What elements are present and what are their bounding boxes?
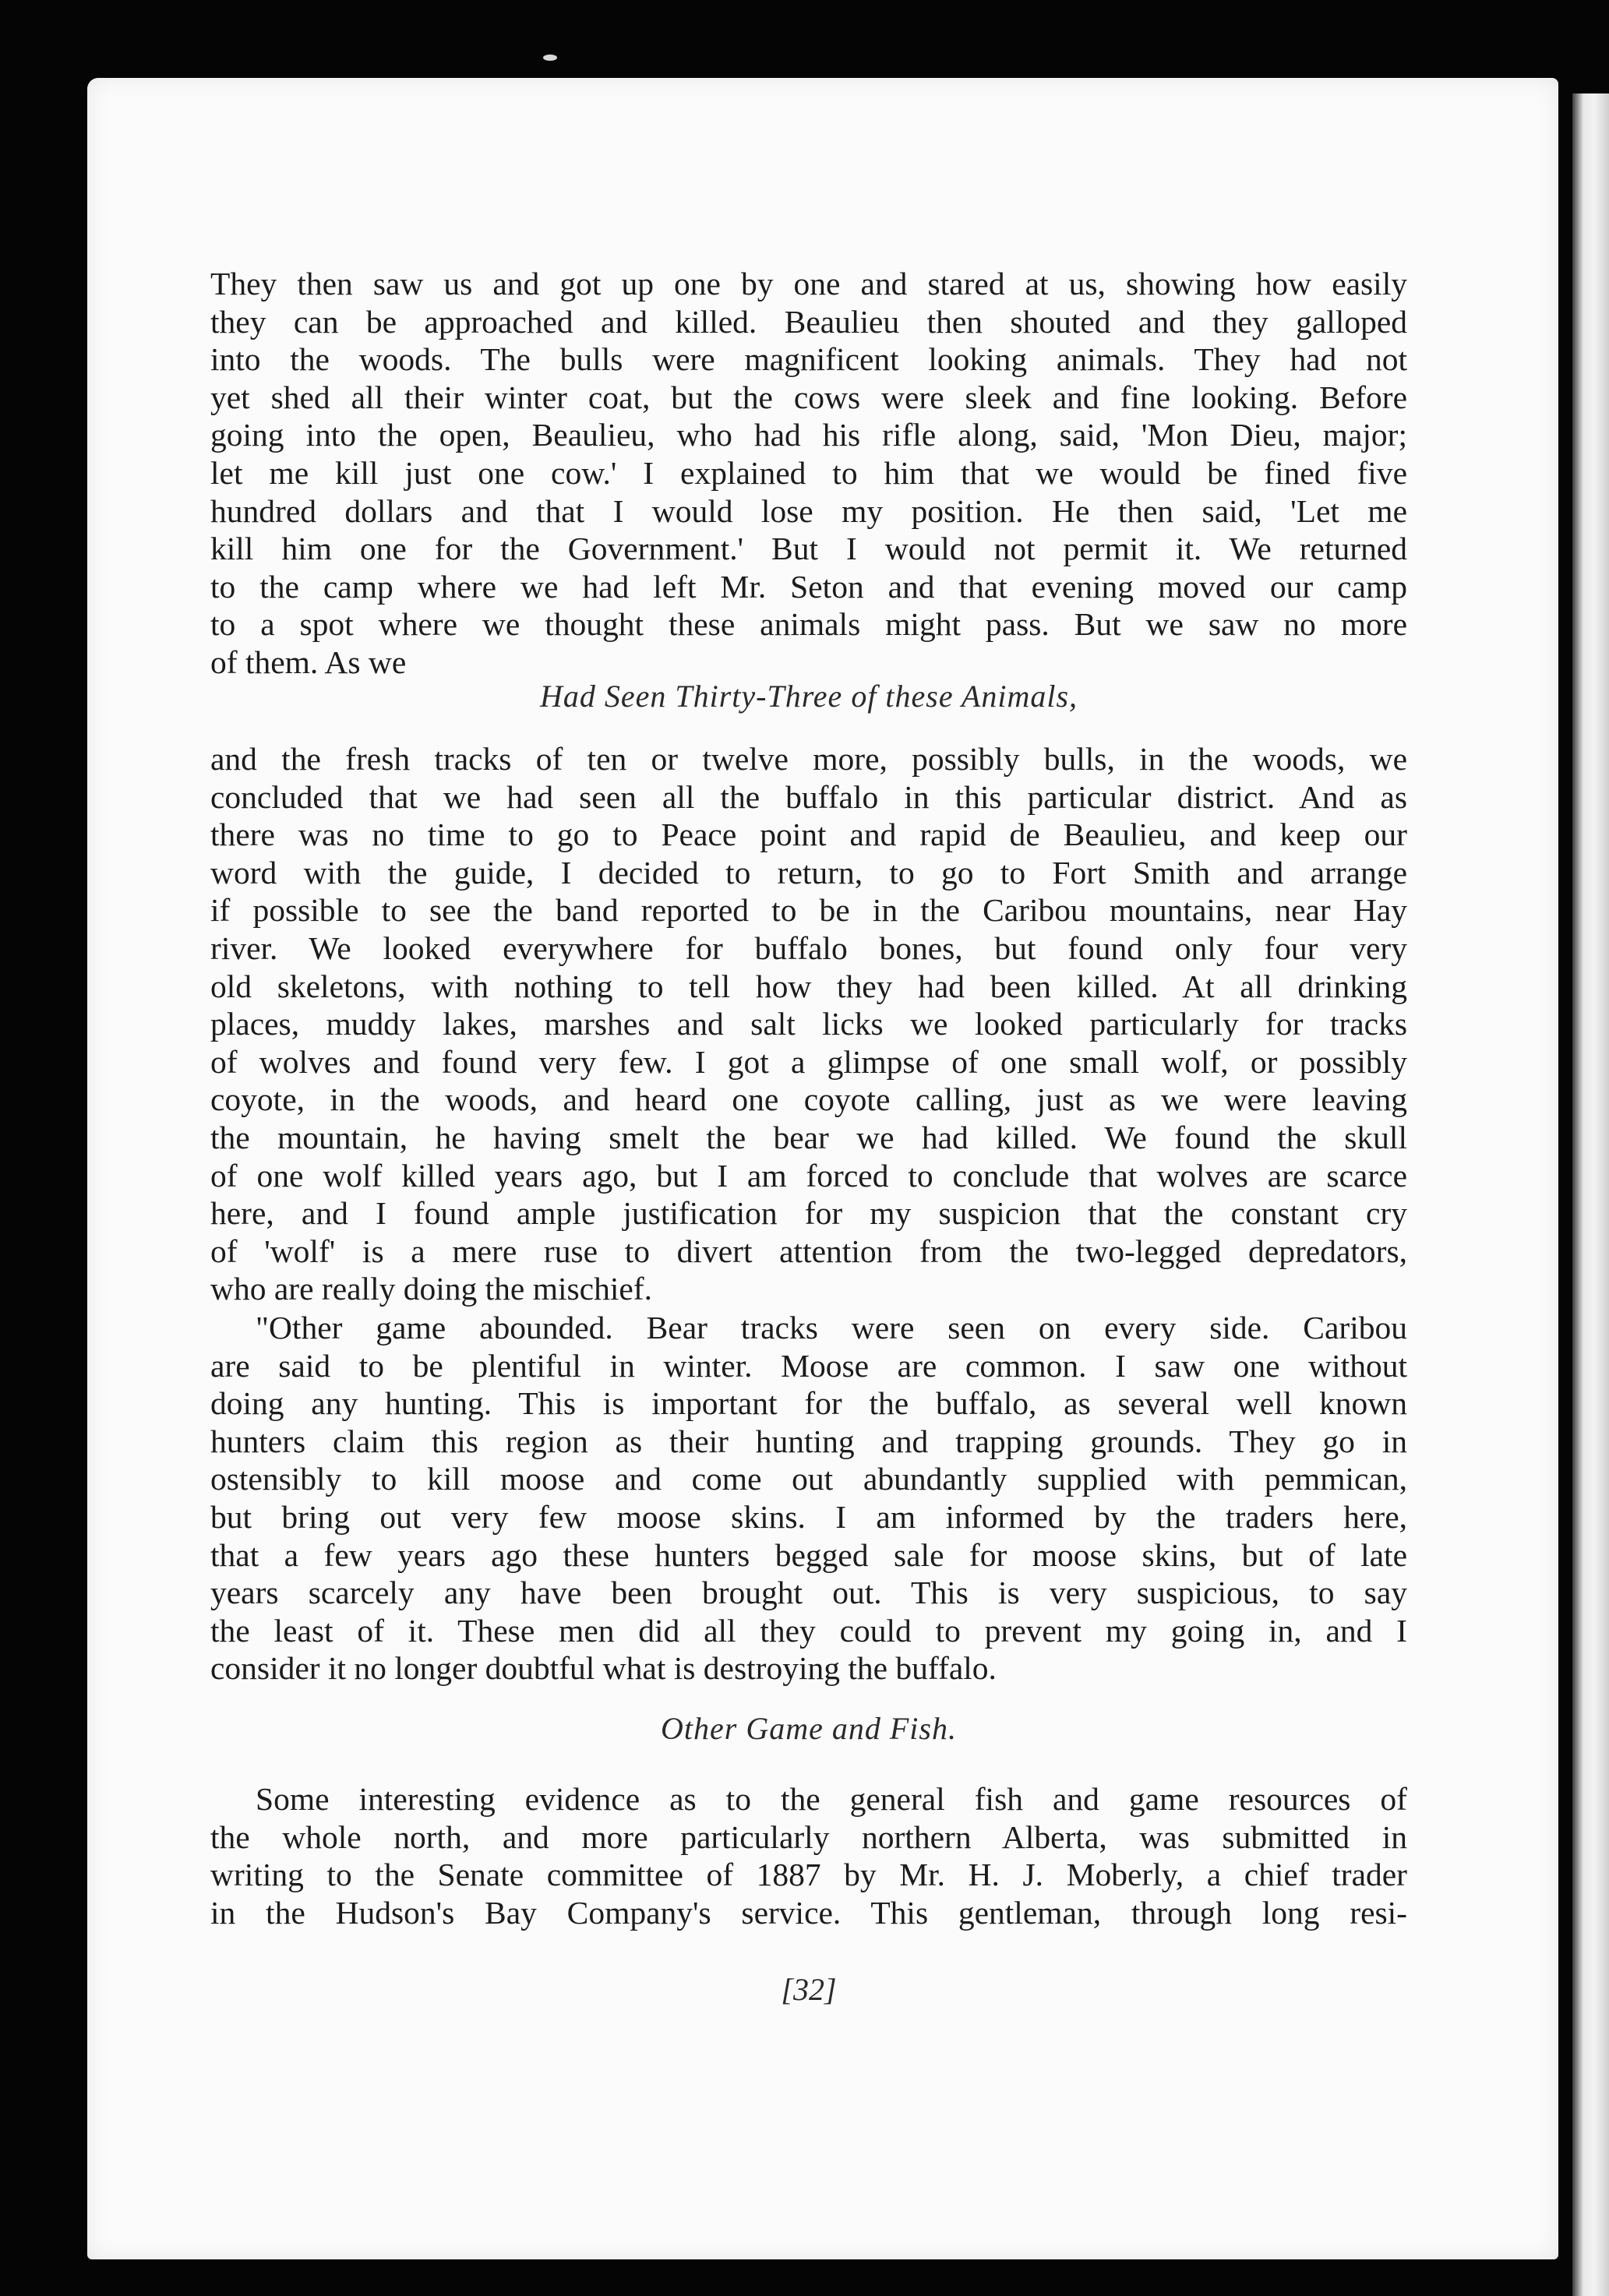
text-line: word with the guide, I decided to return, to go to Fort Smith and arrange (210, 854, 1407, 891)
text-line: hundred dollars and that I would lose my position. He then said, 'Let me (210, 492, 1407, 529)
text-line: but bring out very few moose skins. I am informed by the traders here, (210, 1498, 1407, 1535)
section-heading-1: Had Seen Thirty-Three of these Animals, (539, 679, 1078, 714)
section-heading-2: Other Game and Fish. (661, 1711, 957, 1746)
text-line: who are really doing the mischief. (210, 1271, 652, 1307)
text-line: Some interesting evidence as to the general fish and game resources of (256, 1781, 1407, 1817)
text-line: coyote, in the woods, and heard one coyote calling, just as we were leaving (210, 1081, 1407, 1118)
text-line: the whole north, and more particularly northern Alberta, was submitted in (210, 1818, 1407, 1855)
text-line: in the Hudson's Bay Company's service. This gentleman, through long resi- (210, 1894, 1407, 1931)
text-line: into the woods. The bulls were magnificent looking animals. They had not (210, 341, 1407, 378)
text-line: of 'wolf' is a mere ruse to divert attention from the two-legged depredators, (210, 1233, 1407, 1269)
paragraph-4 (210, 1780, 1407, 1931)
text-line: the least of it. These men did all they could to prevent my going in, and I (210, 1612, 1407, 1649)
text-line: They then saw us and got up one by one and stared at us, showing how easily (210, 266, 1407, 302)
text-line: of wolves and found very few. I got a glimpse of one small wolf, or possibly (210, 1043, 1407, 1080)
text-line: to a spot where we thought these animals might pass. But we saw no more (210, 606, 1407, 643)
page-number: [32] (781, 1972, 837, 2007)
text-line: writing to the Senate committee of 1887 by Mr. H. J. Moberly, a chief trader (210, 1857, 1407, 1893)
text-line: river. We looked everywhere for buffalo bones, but found only four very (210, 929, 1407, 966)
paragraph-2 (210, 740, 1407, 1308)
text-line: doing any hunting. This is important for the buffalo, as several well known (210, 1385, 1407, 1422)
text-line: old skeletons, with nothing to tell how they had been killed. At all drinking (210, 968, 1407, 1004)
text-line: years scarcely any have been brought out. This is very suspicious, to say (210, 1575, 1407, 1611)
text-line: and the fresh tracks of ten or twelve more, possibly bulls, in the woods, we (210, 741, 1407, 777)
text-line: "Other game abounded. Bear tracks were seen on every side. Caribou (256, 1310, 1407, 1346)
text-line: are said to be plentiful in winter. Moose are common. I saw one without (210, 1347, 1407, 1384)
text-line: of one wolf killed years ago, but I am forced to conclude that wolves are scarce (210, 1157, 1407, 1194)
adjacent-page-edge (1572, 93, 1609, 2296)
text-line: going into the open, Beaulieu, who had his rifle along, said, 'Mon Dieu, major; (210, 417, 1407, 453)
text-line: the mountain, he having smelt the bear we had killed. We found the skull (210, 1119, 1407, 1155)
text-line: ostensibly to kill moose and come out abundantly supplied with pemmican, (210, 1461, 1407, 1497)
text-line: that a few years ago these hunters begged sale for moose skins, but of late (210, 1536, 1407, 1573)
paragraph-3 (210, 1309, 1407, 1688)
paragraph-1 (210, 265, 1407, 682)
text-line: of them. As we (210, 644, 407, 680)
text-line: let me kill just one cow.' I explained to him that we would be fined five (210, 454, 1407, 491)
text-line: places, muddy lakes, marshes and salt licks we looked particularly for tracks (210, 1006, 1407, 1042)
text-line: consider it no longer doubtful what is destroying the buffalo. (210, 1650, 997, 1687)
text-line: here, and I found ample justification for my suspicion that the constant cry (210, 1195, 1407, 1232)
scan-speck (543, 55, 557, 61)
text-line: there was no time to go to Peace point and rapid de Beaulieu, and keep our (210, 816, 1407, 853)
text-line: if possible to see the band reported to be in the Caribou mountains, near Hay (210, 892, 1407, 929)
text-line: hunters claim this region as their hunting and trapping grounds. They go in (210, 1423, 1407, 1459)
text-line: concluded that we had seen all the buffalo in this particular district. And as (210, 778, 1407, 815)
text-line: yet shed all their winter coat, but the cows were sleek and fine looking. Before (210, 379, 1407, 415)
text-line: kill him one for the Government.' But I would not permit it. We returned (210, 531, 1407, 567)
text-line: to the camp where we had left Mr. Seton and that evening moved our camp (210, 568, 1407, 605)
text-line: they can be approached and killed. Beaulieu then shouted and they galloped (210, 303, 1407, 340)
